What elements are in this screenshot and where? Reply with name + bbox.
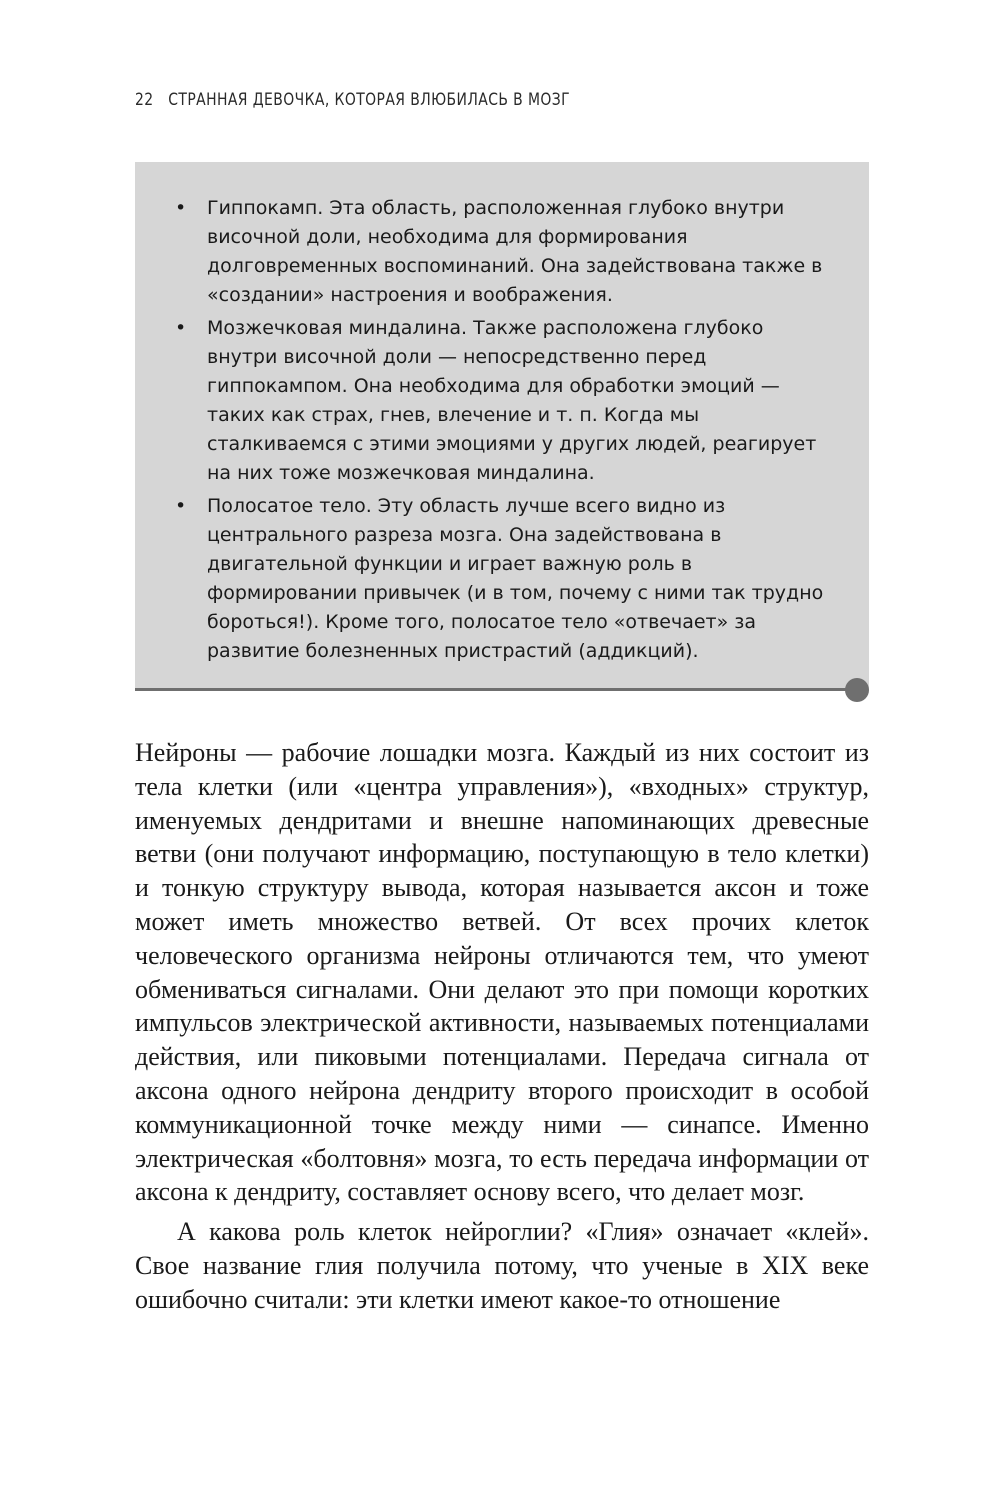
- list-item-text: Полосатое тело. Эту область лучше всего видно из центрального разреза мозга. Она задействована в двигательной функции и играет важную роль в формировании привычек (и в том, почему с ними так трудно бороться!). Кроме того, полосатое тело «отвечает» за развитие болезненных пристрастий (аддикций).: [207, 495, 824, 662]
- running-head: [135, 90, 570, 110]
- book-title: СТРАННАЯ ДЕВОЧКА, КОТОРАЯ ВЛЮБИЛАСЬ В МОЗГ: [168, 90, 571, 110]
- bullet-icon: •: [175, 197, 187, 219]
- body-text: [135, 736, 869, 1317]
- bullet-icon: •: [175, 495, 187, 517]
- bullet-list: [135, 162, 869, 666]
- list-item-text: Мозжечковая миндалина. Также расположена глубоко внутри височной доли — непосредственно перед гиппокампом. Она необходима для обработки эмоций — таких как страх, гнев, влечение и т. п. Когда мы сталкиваемся с этими эмоциями у других людей, реагирует на них тоже мозжечковая миндалина.: [207, 317, 817, 484]
- paragraph: А какова роль клеток нейроглии? «Глия» означает «клей». Свое название глия получила потому, что ученые в XIX веке ошибочно считали: эти клетки имеют какое-то отношение: [135, 1217, 869, 1314]
- paragraph: Нейроны — рабочие лошадки мозга. Каждый из них состоит из тела клетки (или «центра управления»), «входных» структур, именуемых дендритами и внешне напоминающих древесные ветви (они получают информацию, поступающую в тело клетки) и тонкую структуру вывода, которая называется аксон и тоже может иметь множество ветвей. От всех прочих клеток человеческого организма нейроны отличаются тем, что умеют обмениваться сигналами. Они делают это при помощи коротких импульсов электрической активности, называемых потенциалами действия, или пиковыми потенциалами. Передача сигнала от аксона одного нейрона дендриту второго происходит в особой коммуникационной точке между ними — синапсе. Именно электрическая «болтовня» мозга, то есть передача информации от аксона к дендриту, составляет основу всего, что делает мозг.: [135, 738, 869, 1207]
- list-item: [175, 194, 839, 310]
- list-item: [175, 314, 839, 488]
- sidebar-box: [135, 162, 869, 690]
- box-bottom-rule: [135, 688, 857, 691]
- box-end-dot-icon: [845, 678, 869, 702]
- page-number: 22: [135, 90, 154, 110]
- bullet-icon: •: [175, 317, 187, 339]
- list-item-text: Гиппокамп. Эта область, расположенная глубоко внутри височной доли, необходима для формирования долговременных воспоминаний. Она задействована также в «создании» настроения и воображения.: [207, 197, 823, 306]
- list-item: [175, 492, 839, 666]
